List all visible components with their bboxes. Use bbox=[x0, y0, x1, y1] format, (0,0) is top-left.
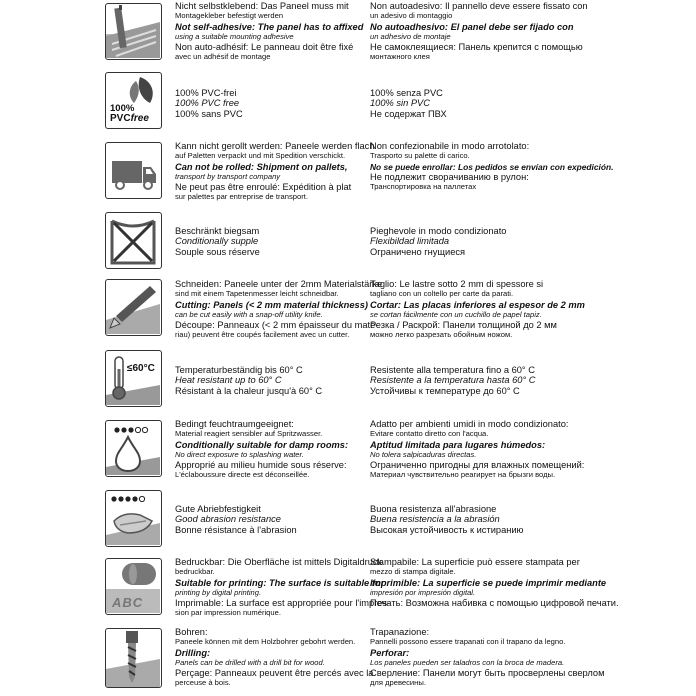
right-line: un adhesivo de montaje bbox=[370, 31, 451, 41]
right-line: impresión por impresión digital. bbox=[370, 587, 476, 597]
right-line: Stampabile: La superficie può essere stampata per bbox=[370, 557, 580, 567]
thermometer-icon bbox=[105, 350, 162, 407]
right-line: mezzo di stampa digitale. bbox=[370, 567, 456, 577]
print-roller-icon bbox=[105, 558, 162, 615]
left-line: Approprié au milieu humide sous réserve: bbox=[175, 460, 347, 471]
left-line: Can not be rolled: Shipment on pallets, bbox=[175, 161, 348, 172]
right-line: No se puede enrollar: Los pedidos se envían con expedición. bbox=[370, 161, 614, 172]
right-line: монтажного клея bbox=[370, 52, 430, 62]
left-line: Beschränkt biegsam bbox=[175, 226, 260, 236]
right-line: Resistente a la temperatura hasta 60° C bbox=[370, 375, 536, 386]
left-line: Conditionally supple bbox=[175, 236, 259, 247]
right-line: Adatto per ambienti umidi in modo condizionato: bbox=[370, 419, 569, 429]
left-line: Schneiden: Paneele unter der 2mm Materialstärke bbox=[175, 279, 383, 289]
left-line: Good abrasion resistance bbox=[175, 514, 281, 525]
right-line: Сверление: Панели могут быть просверлены сверлом bbox=[370, 668, 605, 679]
right-line: Резка / Раскрой: Панели толщиной до 2 мм bbox=[370, 320, 557, 331]
left-line: Panels can be drilled with a drill bit for wood. bbox=[175, 657, 325, 667]
pvc-free-leaf-icon bbox=[105, 72, 162, 129]
delivery-truck-icon bbox=[105, 142, 162, 199]
left-line: sur palettes par entreprise de transport. bbox=[175, 192, 308, 202]
right-line: un adesivo di montaggio bbox=[370, 11, 453, 21]
left-line: Bonne résistance à l'abrasion bbox=[175, 524, 297, 535]
left-line: Not self-adhesive: The panel has to affixed bbox=[175, 21, 364, 32]
right-line: Evitare contatto diretto con l'acqua. bbox=[370, 429, 489, 439]
right-line: Ограничено гнущиеся bbox=[370, 246, 466, 257]
left-line: L'éclaboussure directe est déconseillée. bbox=[175, 470, 310, 480]
left-line: riau) peuvent être coupés facilement avec un cutter. bbox=[175, 330, 350, 340]
left-line: Souple sous réserve bbox=[175, 246, 260, 257]
left-line: printing by digital printing. bbox=[175, 587, 262, 597]
right-line: tagliano con un coltello per carte da parati. bbox=[370, 289, 514, 299]
right-line: Ограниченно пригодны для влажных помещений: bbox=[370, 460, 585, 471]
right-line: Не подлежит сворачиванию в рулон: bbox=[370, 171, 529, 182]
right-line: Не самоклеящиеся: Панель крепится с помощью bbox=[370, 42, 583, 53]
left-line: Drilling: bbox=[175, 647, 211, 658]
left-line: Bohren: bbox=[175, 627, 208, 637]
left-line: Non auto-adhésif: Le panneau doit être fixé bbox=[175, 42, 354, 53]
left-line: 100% PVC-frei bbox=[175, 88, 237, 98]
left-line: Suitable for printing: The surface is suitable for bbox=[175, 577, 385, 588]
left-line: Découpe: Panneaux (< 2 mm épaisseur du maté- bbox=[175, 320, 379, 331]
right-line: Материал чувствительно реагирует на брызги воды. bbox=[370, 470, 556, 480]
left-line: using a suitable mounting adhesive bbox=[175, 31, 294, 41]
right-line: Los paneles pueden ser taladros con la broca de madera. bbox=[370, 657, 565, 667]
right-line: Trasporto su palette di carico. bbox=[370, 151, 470, 161]
right-line: Non confezionabile in modo arrotolato: bbox=[370, 141, 530, 151]
right-line: se cortan fácilmente con un cuchillo de papel tapiz. bbox=[370, 309, 542, 319]
right-line: Cortar: Las placas inferiores al espesor de 2 mm bbox=[370, 299, 585, 310]
left-line: Paneele können mit dem Holzbohrer gebohrt werden. bbox=[175, 637, 356, 647]
left-line: Heat resistant up to 60° C bbox=[175, 375, 282, 386]
print-sample-text: ABC bbox=[112, 595, 144, 610]
left-line: auf Paletten verpackt und mit Spedition verschickt. bbox=[175, 151, 346, 161]
left-line: No direct exposure to splashing water. bbox=[175, 449, 304, 459]
utility-knife-icon bbox=[105, 279, 162, 336]
right-line: Resistente alla temperatura fino a 60° C bbox=[370, 365, 535, 375]
left-line: sion par impression numérique. bbox=[175, 608, 281, 618]
right-line: No autoadhesivo: El panel debe ser fijado con bbox=[370, 21, 574, 32]
left-line: bedruckbar. bbox=[175, 567, 215, 577]
right-line: Pieghevole in modo condizionato bbox=[370, 226, 507, 236]
left-line: can be cut easily with a snap-off utility knife. bbox=[175, 309, 323, 319]
bent-panel-cross-icon bbox=[105, 212, 162, 269]
left-line: Gute Abriebfestigkeit bbox=[175, 504, 261, 514]
pvc-free-label: PVCfree bbox=[110, 113, 149, 124]
right-line: Устойчивы к температуре до 60° C bbox=[370, 385, 520, 396]
water-drop-icon bbox=[105, 420, 162, 477]
left-line: Bedingt feuchtraumgeeignet: bbox=[175, 419, 294, 429]
right-line: 100% senza PVC bbox=[370, 88, 443, 98]
right-line: Pannelli possono essere trapanati con il trapano da legno. bbox=[370, 637, 566, 647]
right-line: 100% sin PVC bbox=[370, 98, 430, 109]
right-line: для древесины. bbox=[370, 678, 426, 688]
right-line: Aptitud limitada para lugares húmedos: bbox=[370, 439, 546, 450]
left-line: Résistant à la chaleur jusqu'à 60° C bbox=[175, 385, 323, 396]
left-line: Montagekleber befestigt werden bbox=[175, 11, 284, 21]
left-line: Temperaturbeständig bis 60° C bbox=[175, 365, 303, 375]
left-line: Imprimable: La surface est appropriée pour l'impres- bbox=[175, 598, 391, 609]
abrasion-sponge-icon bbox=[105, 490, 162, 547]
right-line: Высокая устойчивость к истиранию bbox=[370, 524, 524, 535]
left-line: Cutting: Panels (< 2 mm material thickness) bbox=[175, 299, 368, 310]
right-line: Flexibildad limitada bbox=[370, 236, 450, 247]
left-line: perceuse à bois. bbox=[175, 678, 231, 688]
left-line: 100% sans PVC bbox=[175, 108, 243, 119]
left-line: Conditionally suitable for damp rooms: bbox=[175, 439, 349, 450]
left-line: Perçage: Panneaux peuvent être percés avec la bbox=[175, 668, 374, 679]
left-line: Material reagiert sensibler auf Spritzwasser. bbox=[175, 429, 323, 439]
right-line: Taglio: Le lastre sotto 2 mm di spessore si bbox=[370, 279, 544, 289]
right-line: Imprimible: La superficie se puede imprimir mediante bbox=[370, 577, 607, 588]
pvc-free-percent: 100% bbox=[110, 103, 135, 114]
temperature-label: ≤60°C bbox=[127, 363, 155, 374]
right-line: No tolera salpicaduras directas. bbox=[370, 449, 477, 459]
left-line: Kann nicht gerollt werden: Paneele werden flach bbox=[175, 141, 375, 151]
right-line: Печать: Возможна набивка с помощью цифровой печати. bbox=[370, 598, 619, 609]
left-line: Bedruckbar: Die Oberfläche ist mittels Digitaldruck bbox=[175, 557, 383, 567]
left-line: Nicht selbstklebend: Das Paneel muss mit bbox=[175, 1, 349, 11]
right-line: Trapanazione: bbox=[370, 627, 430, 637]
right-line: Транспортировка на паллетах bbox=[370, 182, 477, 192]
left-line: sind mit einem Tapetenmesser leicht schneidbar. bbox=[175, 289, 339, 299]
drill-bit-icon bbox=[105, 628, 162, 688]
right-line: Non autoadesivo: Il pannello deve essere fissato con bbox=[370, 1, 588, 11]
right-line: Buena resistencia a la abrasión bbox=[370, 514, 500, 525]
left-line: Ne peut pas être enroulé: Expédition à plat bbox=[175, 182, 352, 193]
left-line: avec un adhésif de montage bbox=[175, 52, 271, 62]
right-line: Buona resistenza all'abrasione bbox=[370, 504, 497, 514]
right-line: Не содержат ПВХ bbox=[370, 108, 447, 119]
right-line: можно легко разрезать обойным ножом. bbox=[370, 330, 513, 340]
left-line: 100% PVC free bbox=[175, 98, 240, 109]
left-line: transport by transport company bbox=[175, 171, 281, 181]
adhesive-cartridge-icon bbox=[105, 3, 162, 60]
right-line: Perforar: bbox=[370, 647, 410, 658]
